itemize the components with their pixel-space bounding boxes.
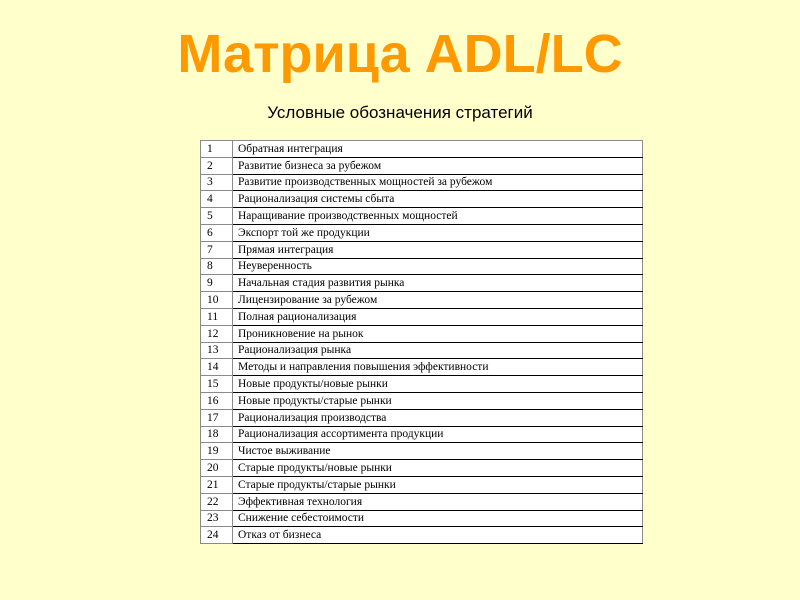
strategy-label: Новые продукты/старые рынки xyxy=(233,392,643,409)
strategy-label: Обратная интеграция xyxy=(233,141,643,158)
strategy-number: 11 xyxy=(201,308,233,325)
strategy-label: Развитие бизнеса за рубежом xyxy=(233,157,643,174)
strategy-number: 20 xyxy=(201,460,233,477)
strategy-label: Экспорт той же продукции xyxy=(233,224,643,241)
strategy-label: Лицензирование за рубежом xyxy=(233,292,643,309)
strategy-label: Методы и направления повышения эффективности xyxy=(233,359,643,376)
strategy-legend-body xyxy=(201,141,643,544)
strategy-label: Рационализация производства xyxy=(233,409,643,426)
strategy-number: 6 xyxy=(201,224,233,241)
strategy-number: 18 xyxy=(201,426,233,443)
table-row xyxy=(201,308,643,325)
strategy-number: 4 xyxy=(201,191,233,208)
strategy-number: 22 xyxy=(201,493,233,510)
table-row xyxy=(201,510,643,527)
strategy-label: Наращивание производственных мощностей xyxy=(233,208,643,225)
strategy-number: 8 xyxy=(201,258,233,275)
strategy-number: 24 xyxy=(201,527,233,544)
table-row xyxy=(201,443,643,460)
table-row xyxy=(201,141,643,158)
strategy-label: Проникновение на рынок xyxy=(233,325,643,342)
strategy-label: Рационализация рынка xyxy=(233,342,643,359)
strategy-number: 10 xyxy=(201,292,233,309)
strategy-number: 3 xyxy=(201,174,233,191)
table-row xyxy=(201,392,643,409)
strategy-number: 13 xyxy=(201,342,233,359)
table-row xyxy=(201,292,643,309)
table-row xyxy=(201,493,643,510)
table-row xyxy=(201,157,643,174)
strategy-label: Начальная стадия развития рынка xyxy=(233,275,643,292)
strategy-number: 12 xyxy=(201,325,233,342)
table-row xyxy=(201,342,643,359)
table-row xyxy=(201,275,643,292)
table-row xyxy=(201,191,643,208)
table-row xyxy=(201,258,643,275)
table-row xyxy=(201,325,643,342)
strategy-label: Снижение себестоимости xyxy=(233,510,643,527)
strategy-number: 14 xyxy=(201,359,233,376)
strategy-label: Полная рационализация xyxy=(233,308,643,325)
strategy-label: Старые продукты/новые рынки xyxy=(233,460,643,477)
strategy-label: Неуверенность xyxy=(233,258,643,275)
strategy-number: 16 xyxy=(201,392,233,409)
table-row xyxy=(201,376,643,393)
strategy-label: Прямая интеграция xyxy=(233,241,643,258)
strategy-label: Рационализация ассортимента продукции xyxy=(233,426,643,443)
strategy-number: 9 xyxy=(201,275,233,292)
strategy-number: 15 xyxy=(201,376,233,393)
strategy-number: 17 xyxy=(201,409,233,426)
table-row xyxy=(201,426,643,443)
strategy-number: 5 xyxy=(201,208,233,225)
table-row xyxy=(201,359,643,376)
strategy-label: Старые продукты/старые рынки xyxy=(233,476,643,493)
table-row xyxy=(201,241,643,258)
strategy-label: Развитие производственных мощностей за рубежом xyxy=(233,174,643,191)
strategy-number: 1 xyxy=(201,141,233,158)
strategy-legend-table xyxy=(200,140,643,544)
strategy-number: 21 xyxy=(201,476,233,493)
page-title: Матрица ADL/LC xyxy=(177,24,623,84)
strategy-label: Новые продукты/новые рынки xyxy=(233,376,643,393)
table-row xyxy=(201,476,643,493)
strategy-number: 7 xyxy=(201,241,233,258)
table-row xyxy=(201,208,643,225)
page-subtitle: Условные обозначения стратегий xyxy=(267,103,533,122)
table-row xyxy=(201,409,643,426)
strategy-number: 19 xyxy=(201,443,233,460)
strategy-label: Чистое выживание xyxy=(233,443,643,460)
strategy-label: Отказ от бизнеса xyxy=(233,527,643,544)
strategy-number: 2 xyxy=(201,157,233,174)
strategy-number: 23 xyxy=(201,510,233,527)
table-row xyxy=(201,174,643,191)
table-row xyxy=(201,224,643,241)
table-row xyxy=(201,527,643,544)
strategy-label: Рационализация системы сбыта xyxy=(233,191,643,208)
table-row xyxy=(201,460,643,477)
strategy-label: Эффективная технология xyxy=(233,493,643,510)
